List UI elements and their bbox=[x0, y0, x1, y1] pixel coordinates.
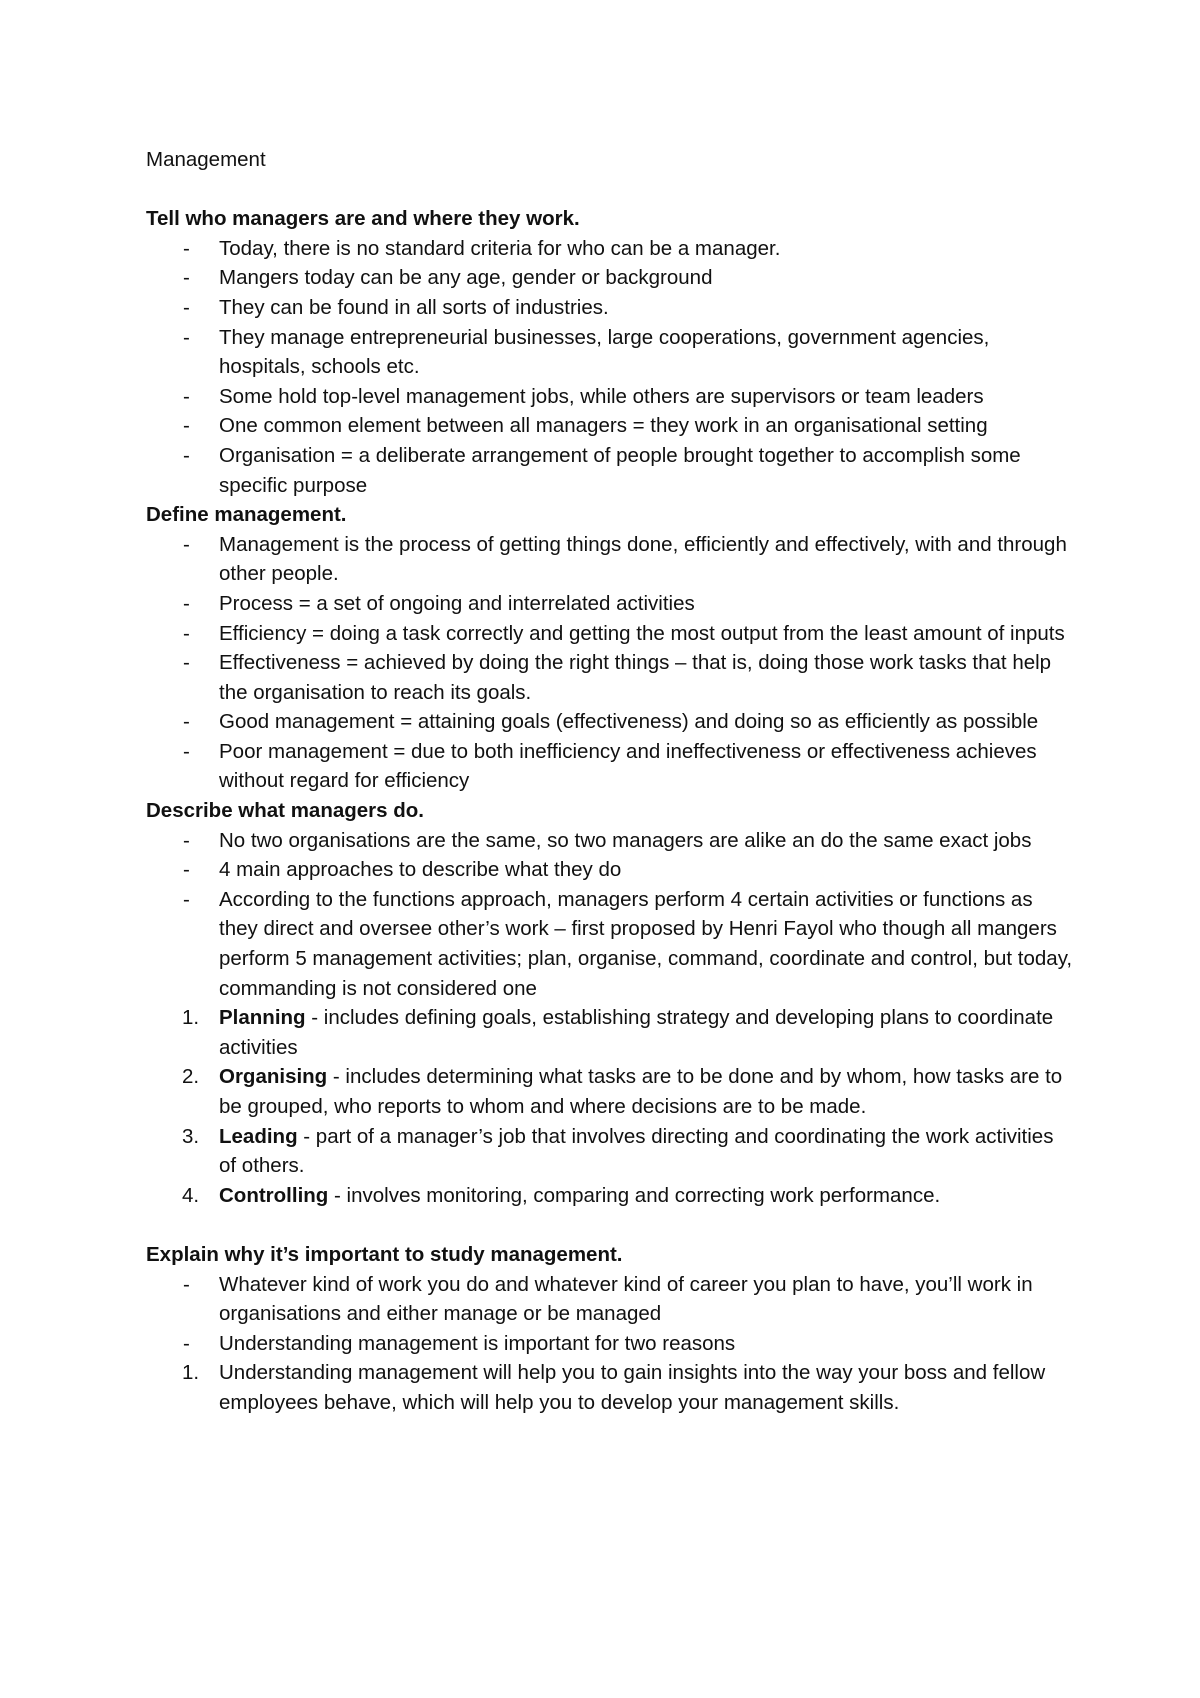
list-item-text: One common element between all managers = they work in an organisational setting bbox=[219, 414, 988, 438]
list-item-text: They can be found in all sorts of industries. bbox=[219, 295, 609, 319]
bullet-list-item bbox=[146, 707, 1076, 737]
bullet-list-item bbox=[146, 411, 1076, 441]
function-term: Organising bbox=[219, 1065, 328, 1089]
list-dash: - bbox=[183, 266, 190, 290]
bullet-list-item bbox=[146, 589, 1076, 619]
list-item-text: - includes determining what tasks are to be done and by whom, how tasks are to be grouped, who reports to whom and where decisions are to be made. bbox=[219, 1065, 1063, 1118]
list-dash: - bbox=[183, 236, 190, 260]
bullet-list-item bbox=[146, 1270, 1076, 1329]
numbered-list-item bbox=[146, 1062, 1076, 1121]
list-number: 1. bbox=[182, 1006, 200, 1030]
function-term: Leading bbox=[219, 1124, 298, 1148]
list-number: 2. bbox=[182, 1065, 200, 1089]
list-dash: - bbox=[183, 651, 190, 675]
list-item-text: Organisation = a deliberate arrangement of people brought together to accomplish some specific purpose bbox=[219, 443, 1021, 497]
list-item-text: 4 main approaches to describe what they do bbox=[219, 858, 622, 882]
list-dash: - bbox=[183, 621, 190, 645]
list-item-text: Management is the process of getting things done, efficiently and effectively, with and through other people. bbox=[219, 532, 1067, 586]
list-dash: - bbox=[183, 858, 190, 882]
function-term: Planning bbox=[219, 1006, 306, 1030]
bullet-list-item bbox=[146, 885, 1076, 1003]
numbered-list-item bbox=[146, 1181, 1076, 1211]
bullet-list-item bbox=[146, 1329, 1076, 1359]
list-item-text: Mangers today can be any age, gender or background bbox=[219, 266, 713, 290]
section-heading: Describe what managers do. bbox=[146, 799, 424, 823]
section-heading: Tell who managers are and where they work. bbox=[146, 207, 580, 231]
list-item-text: Efficiency = doing a task correctly and getting the most output from the least amount of inputs bbox=[219, 621, 1065, 645]
list-dash: - bbox=[183, 710, 190, 734]
list-item-text: No two organisations are the same, so two managers are alike an do the same exact jobs bbox=[219, 828, 1032, 852]
list-item-text: Good management = attaining goals (effectiveness) and doing so as efficiently as possible bbox=[219, 710, 1039, 734]
list-dash: - bbox=[183, 443, 190, 467]
list-dash: - bbox=[183, 295, 190, 319]
list-item-text: Understanding management will help you to gain insights into the way your boss and fellow employees behave, which will help you to develop your management skills. bbox=[219, 1361, 1046, 1414]
bullet-list-item bbox=[146, 530, 1076, 589]
list-item-text: Understanding management is important for two reasons bbox=[219, 1331, 736, 1355]
bullet-list-item bbox=[146, 619, 1076, 649]
section-heading: Explain why it’s important to study management. bbox=[146, 1242, 623, 1266]
numbered-list-item bbox=[146, 1003, 1076, 1062]
list-dash: - bbox=[183, 414, 190, 438]
list-dash: - bbox=[183, 1272, 190, 1296]
list-dash: - bbox=[183, 532, 190, 556]
document-title: Management bbox=[146, 148, 266, 171]
bullet-list-item bbox=[146, 234, 1076, 264]
list-number: 4. bbox=[182, 1183, 200, 1207]
bullet-list-item bbox=[146, 382, 1076, 412]
list-dash: - bbox=[183, 591, 190, 615]
list-number: 3. bbox=[182, 1124, 200, 1148]
section-heading: Define management. bbox=[146, 503, 347, 527]
bullet-list-item bbox=[146, 737, 1076, 796]
bullet-list-item bbox=[146, 293, 1076, 323]
bullet-list-item bbox=[146, 323, 1076, 382]
list-dash: - bbox=[183, 887, 190, 911]
list-item-text: Process = a set of ongoing and interrelated activities bbox=[219, 591, 695, 615]
list-dash: - bbox=[183, 739, 190, 763]
list-dash: - bbox=[183, 384, 190, 408]
numbered-list-item bbox=[146, 1358, 1076, 1417]
list-item-text: Some hold top-level management jobs, while others are supervisors or team leaders bbox=[219, 384, 984, 408]
list-item-text: According to the functions approach, managers perform 4 certain activities or functions as they direct and oversee other’s work – first proposed by Henri Fayol who though all mangers perform 5 management activities; plan, organise, command, coordinate and control, but today, commanding is not considered one bbox=[219, 887, 1073, 1000]
list-item-text: Whatever kind of work you do and whatever kind of career you plan to have, you’ll work in organisations and either manage or be managed bbox=[219, 1272, 1033, 1326]
numbered-list-item bbox=[146, 1122, 1076, 1181]
list-dash: - bbox=[183, 1331, 190, 1355]
list-item-text: - involves monitoring, comparing and correcting work performance. bbox=[328, 1183, 941, 1207]
list-number: 1. bbox=[182, 1361, 200, 1385]
function-term: Controlling bbox=[219, 1183, 329, 1207]
bullet-list-item bbox=[146, 855, 1076, 885]
list-item-text: Effectiveness = achieved by doing the right things – that is, doing those work tasks that help the organisation to reach its goals. bbox=[219, 651, 1052, 704]
list-item-text: They manage entrepreneurial businesses, large cooperations, government agencies, hospitals, schools etc. bbox=[219, 325, 990, 379]
list-dash: - bbox=[183, 325, 190, 349]
list-item-text: Poor management = due to both inefficiency and ineffectiveness or effectiveness achieves without regard for efficiency bbox=[219, 739, 1037, 793]
list-dash: - bbox=[183, 828, 190, 852]
list-item-text: - includes defining goals, establishing strategy and developing plans to coordinate activities bbox=[219, 1006, 1054, 1059]
bullet-list-item bbox=[146, 648, 1076, 707]
bullet-list-item bbox=[146, 826, 1076, 856]
bullet-list-item bbox=[146, 263, 1076, 293]
list-item-text: Today, there is no standard criteria for who can be a manager. bbox=[219, 236, 781, 260]
document-body bbox=[146, 145, 1076, 1418]
list-item-text: - part of a manager’s job that involves directing and coordinating the work activities of others. bbox=[219, 1124, 1054, 1178]
bullet-list-item bbox=[146, 441, 1076, 500]
